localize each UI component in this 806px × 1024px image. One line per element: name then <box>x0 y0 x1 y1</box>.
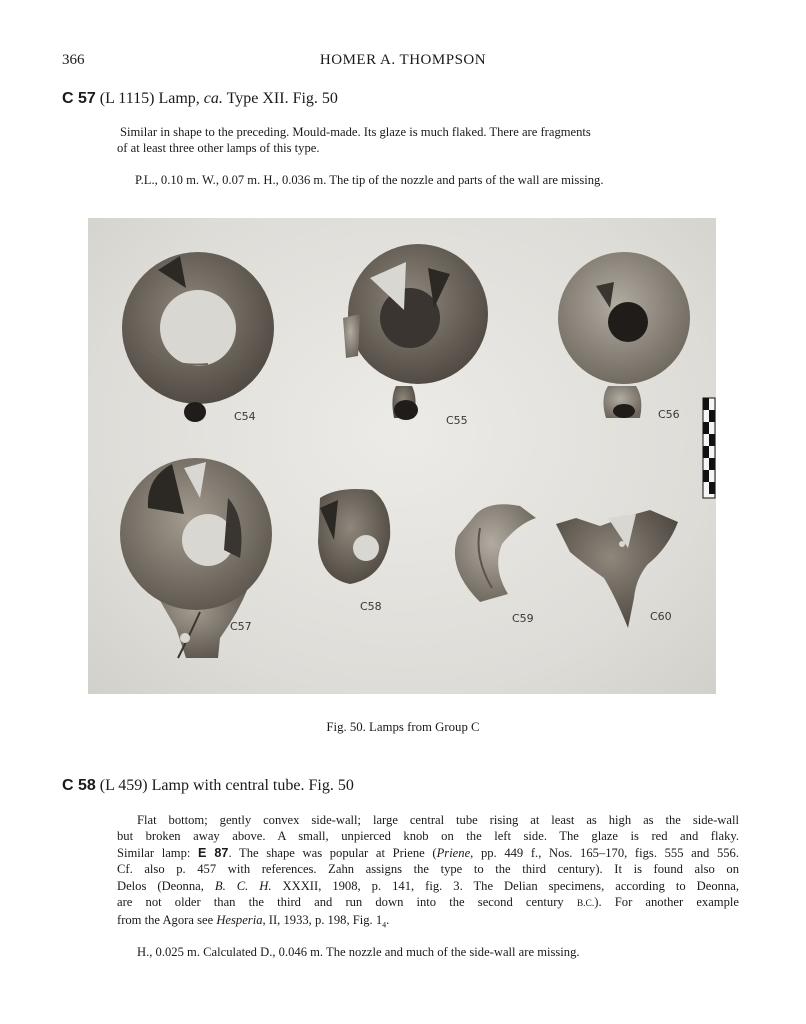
entry-c57-description <box>117 124 737 157</box>
label-c54: C54 <box>234 410 256 423</box>
paragraph-line: from the Agora see Hesperia, II, 1933, p. 198, Fig. $1_4$. <box>117 913 390 930</box>
entry-c57-heading <box>62 90 338 108</box>
lamp-c54 <box>122 252 274 422</box>
catalog-number: C 58 <box>62 777 96 794</box>
label-c55: C55 <box>446 414 468 427</box>
paragraph-line: Similar in shape to the preceding. Mould-made. Its glaze is much flaked. There are fragments <box>120 125 591 139</box>
label-c57: C57 <box>230 620 252 633</box>
lamp-c55 <box>343 244 488 420</box>
paragraph-line: Similar lamp: E 87. The shape was popular at Priene (Priene, pp. 449 f., Nos. 165–170, figs. 555 and 556. <box>117 845 739 860</box>
page-number: 366 <box>62 52 85 68</box>
entry-title: Lamp with central tube. Fig. 50 <box>151 777 354 794</box>
label-c58: C58 <box>360 600 382 613</box>
paragraph-line: of at least three other lamps of this type. <box>117 141 320 156</box>
inventory-number: (L 459) <box>99 777 148 794</box>
scale-bar <box>703 398 715 498</box>
paragraph-line: Cf. also p. 457 with references. Zahn assigns the type to the third century). It is found also on <box>117 862 739 877</box>
running-head: HOMER A. THOMPSON <box>319 52 487 68</box>
lamp-c59 <box>455 504 536 602</box>
photo-plate <box>88 218 716 694</box>
paragraph-line: but broken away above. A small, unpierced knob on the left side. The glaze is red and flaky. <box>117 829 739 844</box>
figure-caption: Fig. 50. Lamps from Group C <box>326 720 480 734</box>
paragraph-line: Delos (Deonna, B. C. H. XXXII, 1908, p. 141, fig. 3. The Delian specimens, according to Deonna, <box>117 878 739 893</box>
label-c59: C59 <box>512 612 534 625</box>
lamp-c56 <box>558 252 690 418</box>
paragraph-line: Flat bottom; gently convex side-wall; large central tube rising at least as high as the side-wall <box>137 813 739 827</box>
entry-c57-dimensions: P.L., 0.10 m. W., 0.07 m. H., 0.036 m. The tip of the nozzle and parts of the wall are missing. <box>135 173 604 187</box>
catalog-number: C 57 <box>62 90 96 107</box>
inventory-number: (L 1115) <box>99 90 155 107</box>
cross-reference: E 87 <box>198 845 229 860</box>
entry-c58-description <box>117 812 739 934</box>
entry-c58-heading <box>62 777 354 795</box>
entry-title-rest: Type XII. Fig. 50 <box>226 90 338 107</box>
entry-c58-dimensions: H., 0.025 m. Calculated D., 0.046 m. The nozzle and much of the side-wall are missing. <box>137 945 580 959</box>
entry-title: Lamp, <box>158 90 200 107</box>
lamp-photo <box>88 218 716 694</box>
paragraph-line: are not older than the third and run down into the second century B.C.). For another example <box>117 895 739 910</box>
lamp-c58 <box>318 489 390 584</box>
label-c56: C56 <box>658 408 680 421</box>
label-c60: C60 <box>650 610 672 623</box>
entry-title-ca: ca. <box>203 90 223 107</box>
